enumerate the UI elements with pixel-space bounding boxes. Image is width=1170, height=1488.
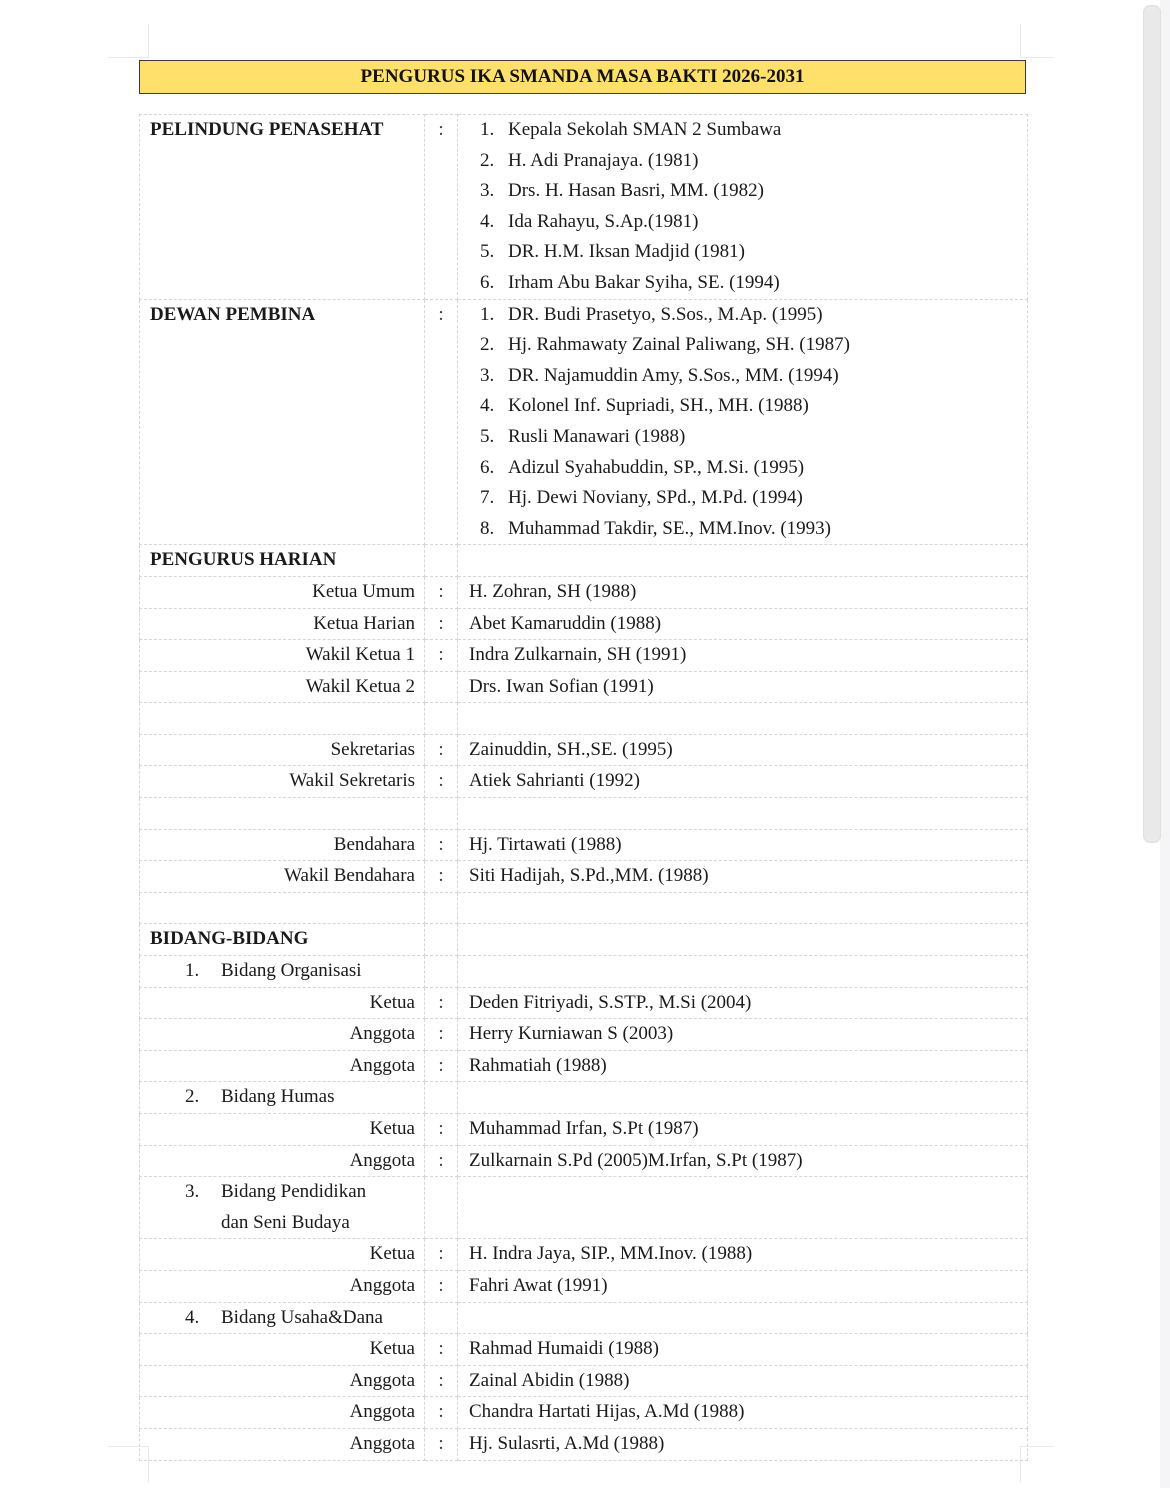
member-name: Chandra Hartati Hijas, A.Md (1988) — [458, 1397, 1028, 1429]
section-bidang — [140, 924, 1028, 956]
section-heading: DEWAN PEMBINA — [140, 299, 425, 545]
page-corner-mark — [148, 24, 149, 58]
member-name: Zulkarnain S.Pd (2005)M.Irfan, S.Pt (1987) — [458, 1145, 1028, 1177]
colon: : — [425, 1114, 458, 1146]
role-label: Ketua — [140, 987, 425, 1019]
table-row — [140, 766, 1028, 798]
member-name: Zainal Abidin (1988) — [458, 1365, 1028, 1397]
colon: : — [425, 1239, 458, 1271]
table-row — [140, 1270, 1028, 1302]
role-label: Ketua — [140, 1114, 425, 1146]
role-label: Ketua — [140, 1334, 425, 1366]
colon: : — [425, 1428, 458, 1460]
bidang-title: 2. Bidang Humas — [140, 1082, 425, 1114]
table-row — [140, 734, 1028, 766]
member-name: Rahmad Humaidi (1988) — [458, 1334, 1028, 1366]
table-row — [140, 1397, 1028, 1429]
section-pembina — [140, 299, 1028, 545]
list-item: 6. Irham Abu Bakar Syiha, SE. (1994) — [480, 271, 780, 293]
list-item: 3. Drs. H. Hasan Basri, MM. (1982) — [480, 180, 764, 202]
page-corner-mark — [1020, 24, 1021, 58]
member-name: Deden Fitriyadi, S.STP., M.Si (2004) — [458, 987, 1028, 1019]
bidang-group-row — [140, 956, 1028, 988]
member-name: Siti Hadijah, S.Pd.,MM. (1988) — [458, 861, 1028, 893]
section-harian — [140, 545, 1028, 577]
colon: : — [425, 1019, 458, 1051]
pembina-list — [458, 300, 1027, 545]
table-row — [140, 1114, 1028, 1146]
colon: : — [425, 640, 458, 672]
role-label: Ketua Umum — [140, 576, 425, 608]
table-row — [140, 829, 1028, 861]
role-label: Anggota — [140, 1365, 425, 1397]
list-item: 8. Muhammad Takdir, SE., MM.Inov. (1993) — [480, 517, 831, 539]
colon: : — [425, 1145, 458, 1177]
table-row — [140, 861, 1028, 893]
colon: : — [425, 576, 458, 608]
spacer-row — [140, 703, 1028, 735]
member-name: Hj. Sulasrti, A.Md (1988) — [458, 1428, 1028, 1460]
member-name: Atiek Sahrianti (1992) — [458, 766, 1028, 798]
colon: : — [425, 861, 458, 893]
table-row — [140, 671, 1028, 703]
colon: : — [425, 1270, 458, 1302]
colon: : — [425, 1334, 458, 1366]
spacer-row — [140, 892, 1028, 924]
list-item: 2. Hj. Rahmawaty Zainal Paliwang, SH. (1987) — [480, 334, 850, 356]
role-label: Anggota — [140, 1428, 425, 1460]
table-row — [140, 987, 1028, 1019]
member-name: Fahri Awat (1991) — [458, 1270, 1028, 1302]
member-name: Rahmatiah (1988) — [458, 1050, 1028, 1082]
list-item: 2. H. Adi Pranajaya. (1981) — [480, 149, 699, 171]
colon: : — [425, 987, 458, 1019]
member-name: Drs. Iwan Sofian (1991) — [458, 671, 1028, 703]
table-row — [140, 640, 1028, 672]
list-item: 7. Hj. Dewi Noviany, SPd., M.Pd. (1994) — [480, 487, 803, 509]
table-row — [140, 1050, 1028, 1082]
role-label: Bendahara — [140, 829, 425, 861]
colon: : — [425, 1050, 458, 1082]
bidang-title: 4. Bidang Usaha&Dana — [140, 1302, 425, 1334]
table-row — [140, 1428, 1028, 1460]
pelindung-list — [458, 115, 1027, 299]
colon: : — [425, 608, 458, 640]
role-label: Wakil Bendahara — [140, 861, 425, 893]
role-label: Anggota — [140, 1397, 425, 1429]
list-item: 4. Kolonel Inf. Supriadi, SH., MH. (1988) — [480, 395, 809, 417]
table-row — [140, 1239, 1028, 1271]
member-name: H. Indra Jaya, SIP., MM.Inov. (1988) — [458, 1239, 1028, 1271]
table-row — [140, 576, 1028, 608]
role-label: Wakil Ketua 1 — [140, 640, 425, 672]
scrollbar-track[interactable] — [1160, 0, 1170, 1488]
section-heading: BIDANG-BIDANG — [140, 924, 425, 956]
role-label: Ketua — [140, 1239, 425, 1271]
role-label: Wakil Ketua 2 — [140, 671, 425, 703]
list-item: 5. Rusli Manawari (1988) — [480, 425, 686, 447]
table-row — [140, 1365, 1028, 1397]
document-title: PENGURUS IKA SMANDA MASA BAKTI 2026-2031 — [139, 60, 1026, 94]
role-label: Sekretarias — [140, 734, 425, 766]
page-corner-mark — [108, 57, 148, 58]
list-item: 4. Ida Rahayu, S.Ap.(1981) — [480, 210, 699, 232]
bidang-group-row — [140, 1302, 1028, 1334]
role-label: Anggota — [140, 1145, 425, 1177]
member-name: H. Zohran, SH (1988) — [458, 576, 1028, 608]
colon: : — [425, 299, 458, 545]
member-name: Zainuddin, SH.,SE. (1995) — [458, 734, 1028, 766]
bidang-group-row — [140, 1177, 1028, 1239]
member-name: Muhammad Irfan, S.Pt (1987) — [458, 1114, 1028, 1146]
section-pelindung — [140, 115, 1028, 300]
list-item: 1. DR. Budi Prasetyo, S.Sos., M.Ap. (1995) — [480, 303, 823, 325]
spacer-row — [140, 798, 1028, 830]
bidang-group-row — [140, 1082, 1028, 1114]
bidang-title: 1. Bidang Organisasi — [140, 956, 425, 988]
colon: : — [425, 734, 458, 766]
colon: : — [425, 1365, 458, 1397]
member-name: Herry Kurniawan S (2003) — [458, 1019, 1028, 1051]
section-heading: PELINDUNG PENASEHAT — [140, 115, 425, 300]
bidang-title: 3. Bidang Pendidikan dan Seni Budaya — [140, 1177, 425, 1239]
table-row — [140, 1145, 1028, 1177]
page-corner-mark — [1020, 57, 1054, 58]
colon: : — [425, 115, 458, 300]
list-item: 5. DR. H.M. Iksan Madjid (1981) — [480, 241, 745, 263]
section-heading: PENGURUS HARIAN — [140, 545, 425, 577]
role-label: Anggota — [140, 1270, 425, 1302]
colon: : — [425, 766, 458, 798]
list-item: 6. Adizul Syahabuddin, SP., M.Si. (1995) — [480, 456, 805, 478]
roster-table — [139, 114, 1028, 1461]
colon: : — [425, 1397, 458, 1429]
table-row — [140, 1334, 1028, 1366]
table-row — [140, 1019, 1028, 1051]
role-label: Anggota — [140, 1050, 425, 1082]
member-name: Hj. Tirtawati (1988) — [458, 829, 1028, 861]
role-label: Wakil Sekretaris — [140, 766, 425, 798]
role-label: Anggota — [140, 1019, 425, 1051]
list-item: 3. DR. Najamuddin Amy, S.Sos., MM. (1994) — [480, 364, 839, 386]
member-name: Abet Kamaruddin (1988) — [458, 608, 1028, 640]
role-label: Ketua Harian — [140, 608, 425, 640]
member-name: Indra Zulkarnain, SH (1991) — [458, 640, 1028, 672]
scrollbar-thumb[interactable] — [1143, 5, 1161, 843]
colon: : — [425, 829, 458, 861]
list-item: 1. Kepala Sekolah SMAN 2 Sumbawa — [480, 119, 782, 140]
table-row — [140, 608, 1028, 640]
